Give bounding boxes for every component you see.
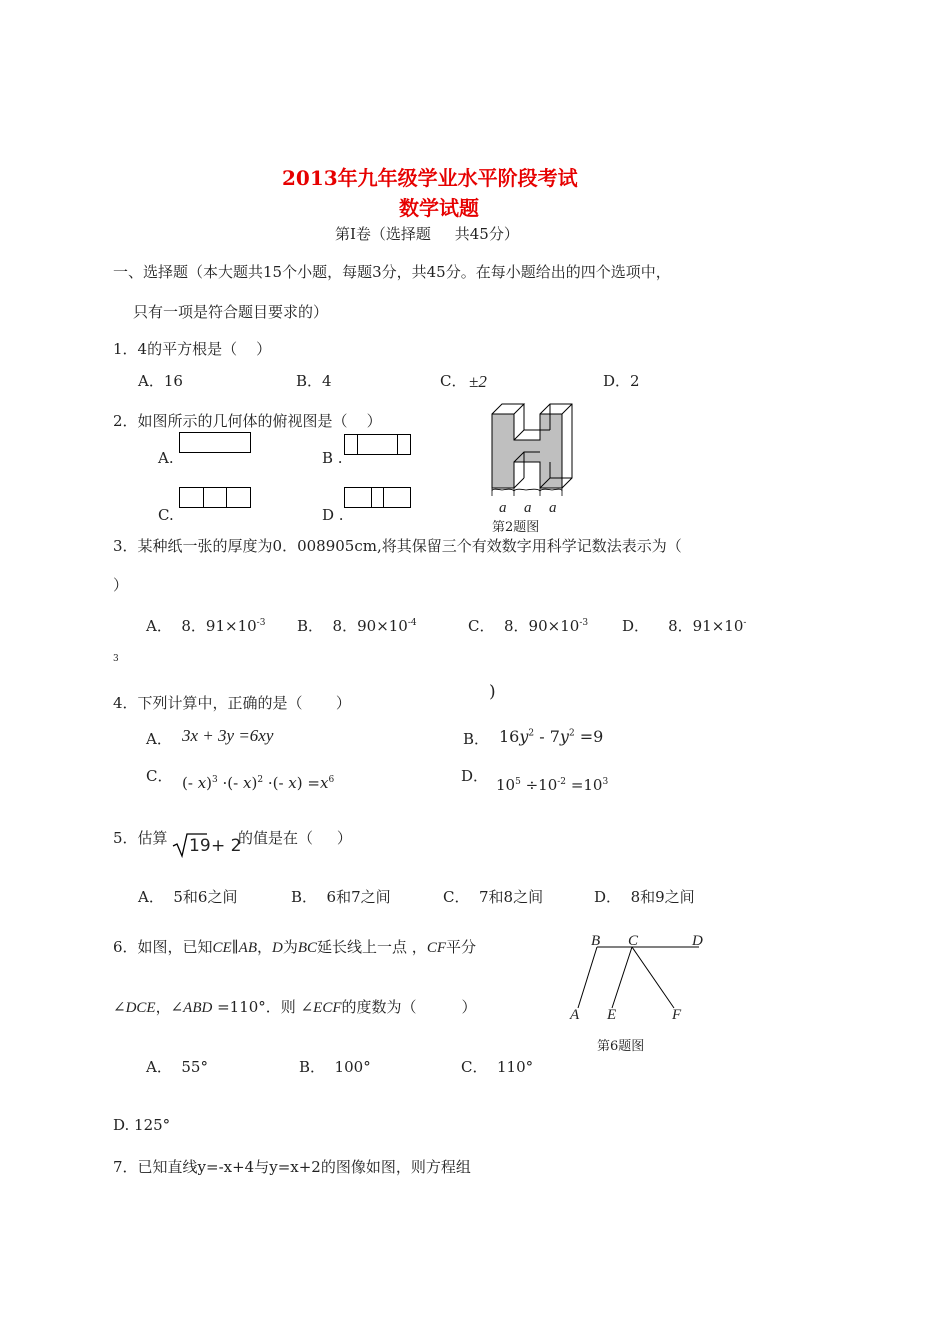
fig6-label-c: C [628,933,639,949]
fig2-label-a1: a [499,500,507,516]
q6-figure [570,944,710,1024]
q2-option-c[interactable]: C. [158,506,174,524]
fig6-label-a: A [570,1007,580,1023]
q1-option-a[interactable]: A．16 [138,372,183,390]
section-heading: 第Ⅰ卷（选择题 共45分） [335,225,519,243]
fig6-label-e: E [607,1007,617,1023]
q6-option-b[interactable]: B． 100° [299,1058,371,1076]
q2-option-b-shape [344,434,411,455]
h-solid-figure [488,400,588,505]
q6-option-a[interactable]: A． 55° [146,1058,208,1076]
q5-stem-post: 的值是在（ ） [238,829,352,847]
q6-option-c[interactable]: C． 110° [461,1058,534,1076]
q6-stem: 6．如图，已知CE∥AB，D为BC延长线上一点 ，CF平分 [113,938,476,956]
fig2-label-a3: a [549,500,557,516]
q6-stem-line2: ∠DCE，∠ABD =110°．则 ∠ECF的度数为（ ） [113,998,477,1016]
q5-option-b[interactable]: B． 6和7之间 [291,888,391,906]
q4-option-b-expr: $16y^2 - 7y^2 =9$ [499,727,604,746]
q4-option-d-expr: $10^5 \div 10^{-2} =10^3$ [496,776,609,794]
q2-option-d-shape [344,487,411,508]
q1-option-d[interactable]: D．2 [603,372,640,390]
q4-stem: 4．下列计算中，正确的是（ ） [113,694,351,712]
q3-option-b[interactable]: B． 8．$90\times 10^{-4}$ [297,617,417,635]
q1-stem: 1．4的平方根是（ ） [113,340,272,358]
q4-option-c-expr: (- x)$^3$ ·(- x)$^2$ ·(- $x) =x^6$ [182,774,335,792]
q4-option-a[interactable]: A． [146,730,172,748]
q2-option-b[interactable]: B . [322,449,343,467]
q2-option-c-shape [179,487,251,508]
q1-option-c-value: ±2 [469,372,487,391]
q5-option-d[interactable]: D． 8和9之间 [594,888,695,906]
q2-option-d[interactable]: D . [322,506,344,524]
exam-title: 2013年九年级学业水平阶段考试 [282,166,578,190]
q3-option-d[interactable]: D． 8．91×10- [622,617,747,635]
q6-option-d[interactable]: D. 125° [113,1116,171,1134]
q4-stray-paren: ) [489,682,496,702]
q3-stem: 3．某种纸一张的厚度为0．008905cm,将其保留三个有效数字用科学记数法表示为（ [113,537,682,555]
q3-option-a[interactable]: A． 8．$91\times 10^{-3}$ [146,617,266,635]
part-heading: 一、选择题（本大题共15个小题，每题3分，共45分。在每小题给出的四个选项中， [113,263,671,281]
q5-radicand: 19 [189,836,211,856]
q1-option-c[interactable]: C． [440,372,467,390]
fig6-label-b: B [591,933,601,949]
q5-option-c[interactable]: C． 7和8之间 [443,888,544,906]
q4-option-d[interactable]: D． [461,767,489,785]
fig6-label-d: D [692,933,703,949]
part-heading-continued: 只有一项是符合题目要求的） [133,303,329,321]
fig6-label-f: F [672,1007,682,1023]
q4-option-c[interactable]: C． [146,767,173,785]
q7-stem: 7．已知直线y=-x+4与y=x+2的图像如图，则方程组 [113,1158,471,1176]
q5-option-a[interactable]: A． 5和6之间 [138,888,238,906]
q4-option-b[interactable]: B． [463,730,490,748]
fig6-caption: 第6题图 [597,1039,645,1054]
q3-option-c[interactable]: C． 8．$90\times 10^{-3}$ [468,617,589,635]
q4-option-a-expr: 3x + 3y =6xy [182,726,274,745]
q3-option-d-wrap: 3 [113,654,119,664]
fig2-label-a2: a [524,500,532,516]
q2-option-a-shape [179,432,251,453]
q5-stem-pre: 5．估算 [113,829,168,847]
exam-subtitle: 数学试题 [399,196,479,220]
q2-option-a[interactable]: A. [158,449,174,467]
q1-option-b[interactable]: B．4 [296,372,332,390]
fig2-caption: 第2题图 [492,520,540,535]
q2-stem: 2．如图所示的几何体的俯视图是（ ） [113,412,382,430]
q5-plus-two: + 2 [211,836,242,856]
q3-stem-end: ） [113,576,129,594]
